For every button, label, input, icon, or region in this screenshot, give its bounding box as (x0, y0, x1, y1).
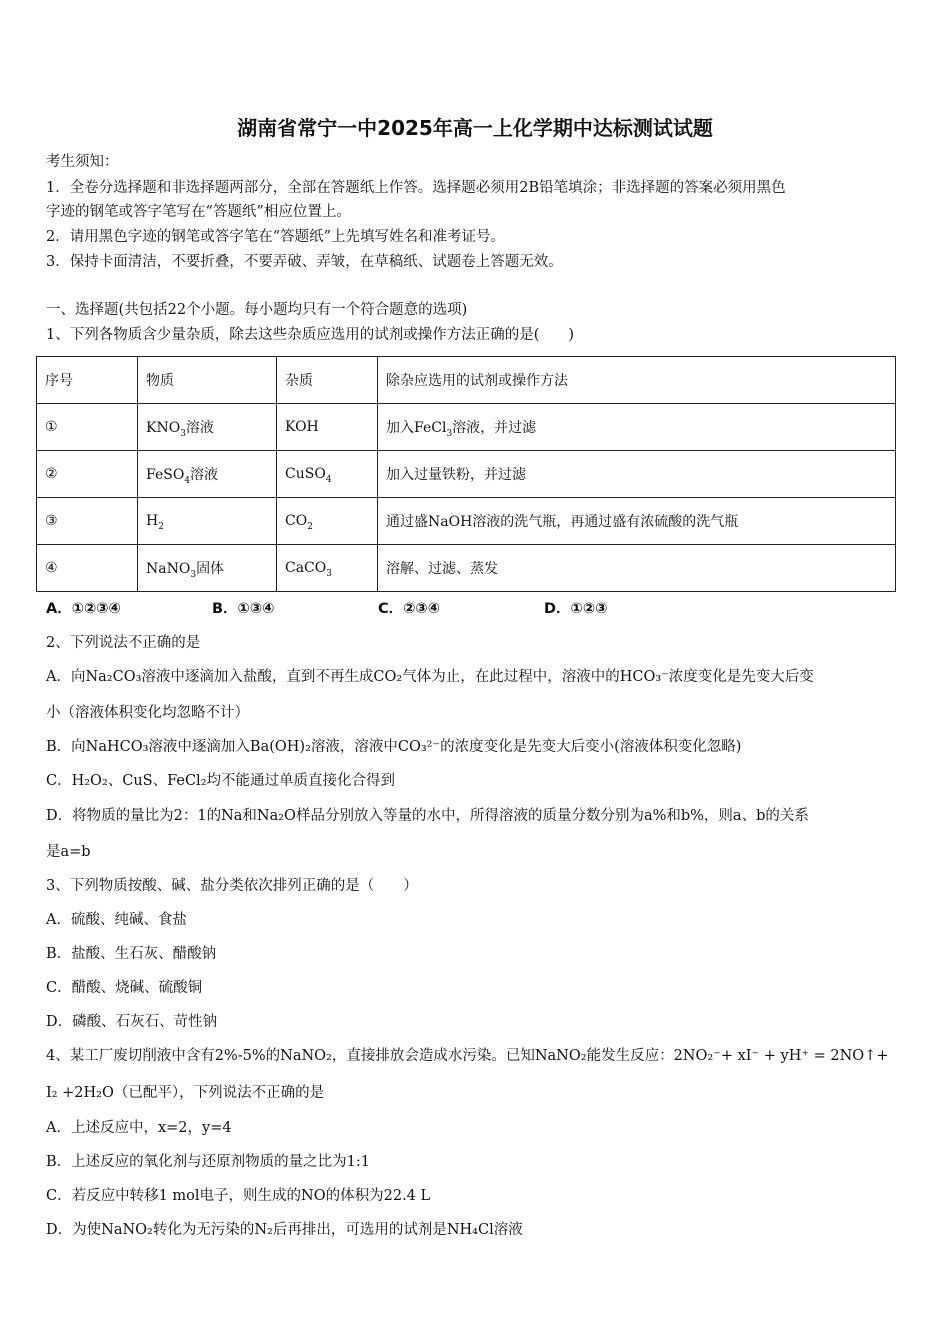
table-row (37, 498, 896, 545)
q2-option-b: B．向NaHCO₃溶液中逐滴加入Ba(OH)₂溶液，溶液中CO₃²⁻的浓度变化是先变大后变小(溶液体积变化忽略) (46, 739, 742, 755)
q4-option-d: D．为使NaNO₂转化为无污染的N₂后再排出，可选用的试剂是NH₄Cl溶液 (46, 1222, 523, 1238)
table-header-row (37, 357, 896, 404)
q3-option-c: C．醋酸、烧碱、硫酸铜 (46, 980, 203, 996)
table-row (37, 404, 896, 451)
row-no: ④ (37, 545, 138, 592)
q4-option-b: B．上述反应的氧化剂与还原剂物质的量之比为1:1 (46, 1154, 370, 1170)
row-impurity: $CO_2$ (277, 498, 378, 545)
row-method: 加入过量铁粉，并过滤 (378, 451, 896, 498)
header-method: 除杂应选用的试剂或操作方法 (378, 357, 896, 404)
notice-item-3: 3．保持卡面清洁，不要折叠，不要弄破、弄皱，在草稿纸、试题卷上答题无效。 (46, 254, 563, 270)
q4-stem-line1: 4、某工厂废切削液中含有2%-5%的NaNO₂，直接排放会造成水污染。已知NaNO₂能发生反应：2NO₂⁻+ xI⁻ + yH⁺ = 2NO↑+ (46, 1048, 889, 1064)
header-substance: 物质 (138, 357, 277, 404)
q3-option-d: D．磷酸、石灰石、苛性钠 (46, 1014, 218, 1030)
q4-option-a: A．上述反应中，x=2，y=4 (46, 1120, 232, 1136)
section-heading: 一、选择题(共包括22个小题。每小题均只有一个符合题意的选项) (46, 302, 468, 318)
q2-option-c: C．H₂O₂、CuS、FeCl₂均不能通过单质直接化合得到 (46, 773, 396, 789)
row-method: 加入FeCl$_3$溶液，并过滤 (378, 404, 896, 451)
row-substance: $KNO_3$溶液 (138, 404, 277, 451)
q2-stem: 2、下列说法不正确的是 (46, 635, 201, 651)
q4-option-c: C．若反应中转移1 mol电子，则生成的NO的体积为22.4 L (46, 1188, 431, 1204)
header-no: 序号 (37, 357, 138, 404)
table-row (37, 545, 896, 592)
row-impurity: KOH (277, 404, 378, 451)
notice-item-2: 2．请用黑色字迹的钢笔或答字笔在“答题纸”上先填写姓名和准考证号。 (46, 229, 506, 245)
q1-option-d: D．①②③ (544, 601, 608, 617)
q1-option-a: A．①②③④ (46, 601, 121, 617)
q2-option-d-line1: D．将物质的量比为2：1的Na和Na₂O样品分别放入等量的水中，所得溶液的质量分数分别为a%和b%，则a、b的关系 (46, 808, 809, 824)
q2-option-a-line2: 小（溶液体积变化均忽略不计） (46, 705, 249, 721)
header-impurity: 杂质 (277, 357, 378, 404)
q1-table (36, 356, 896, 592)
q1-option-c: C．②③④ (378, 601, 440, 617)
row-substance: FeSO$_4$溶液 (138, 451, 277, 498)
table-row (37, 451, 896, 498)
q1-options (46, 599, 607, 619)
row-impurity: CaCO$_3$ (277, 545, 378, 592)
row-substance: $H_2$ (138, 498, 277, 545)
q2-option-d-line2: 是a=b (46, 844, 91, 860)
notice-item-1a: 1．全卷分选择题和非选择题两部分，全部在答题纸上作答。选择题必须用2B铅笔填涂；非选择题的答案必须用黑色 (46, 180, 786, 196)
notice-heading: 考生须知： (46, 154, 119, 170)
row-no: ② (37, 451, 138, 498)
q4-stem-line2: I₂ +2H₂O（已配平），下列说法不正确的是 (46, 1085, 325, 1101)
row-method: 溶解、过滤、蒸发 (378, 545, 896, 592)
row-substance: NaNO$_3$固体 (138, 545, 277, 592)
row-no: ① (37, 404, 138, 451)
row-no: ③ (37, 498, 138, 545)
q2-option-a-line1: A．向Na₂CO₃溶液中逐滴加入盐酸，直到不再生成CO₂气体为止，在此过程中，溶液中的HCO₃⁻浓度变化是先变大后变 (46, 669, 814, 685)
q3-stem: 3、下列物质按酸、碱、盐分类依次排列正确的是（ ） (46, 878, 418, 894)
q1-stem: 1、下列各物质含少量杂质，除去这些杂质应选用的试剂或操作方法正确的是( ) (46, 327, 575, 343)
q3-option-b: B．盐酸、生石灰、醋酸钠 (46, 946, 217, 962)
row-method: 通过盛NaOH溶液的洗气瓶，再通过盛有浓硫酸的洗气瓶 (378, 498, 896, 545)
q3-option-a: A．硫酸、纯碱、食盐 (46, 912, 187, 928)
q1-option-b: B．①③④ (212, 601, 275, 617)
page-title: 湖南省常宁一中2025年高一上化学期中达标测试试题 (237, 116, 713, 140)
notice-item-1b: 字迹的钢笔或答字笔写在“答题纸”相应位置上。 (46, 204, 351, 220)
row-impurity: CuSO$_4$ (277, 451, 378, 498)
